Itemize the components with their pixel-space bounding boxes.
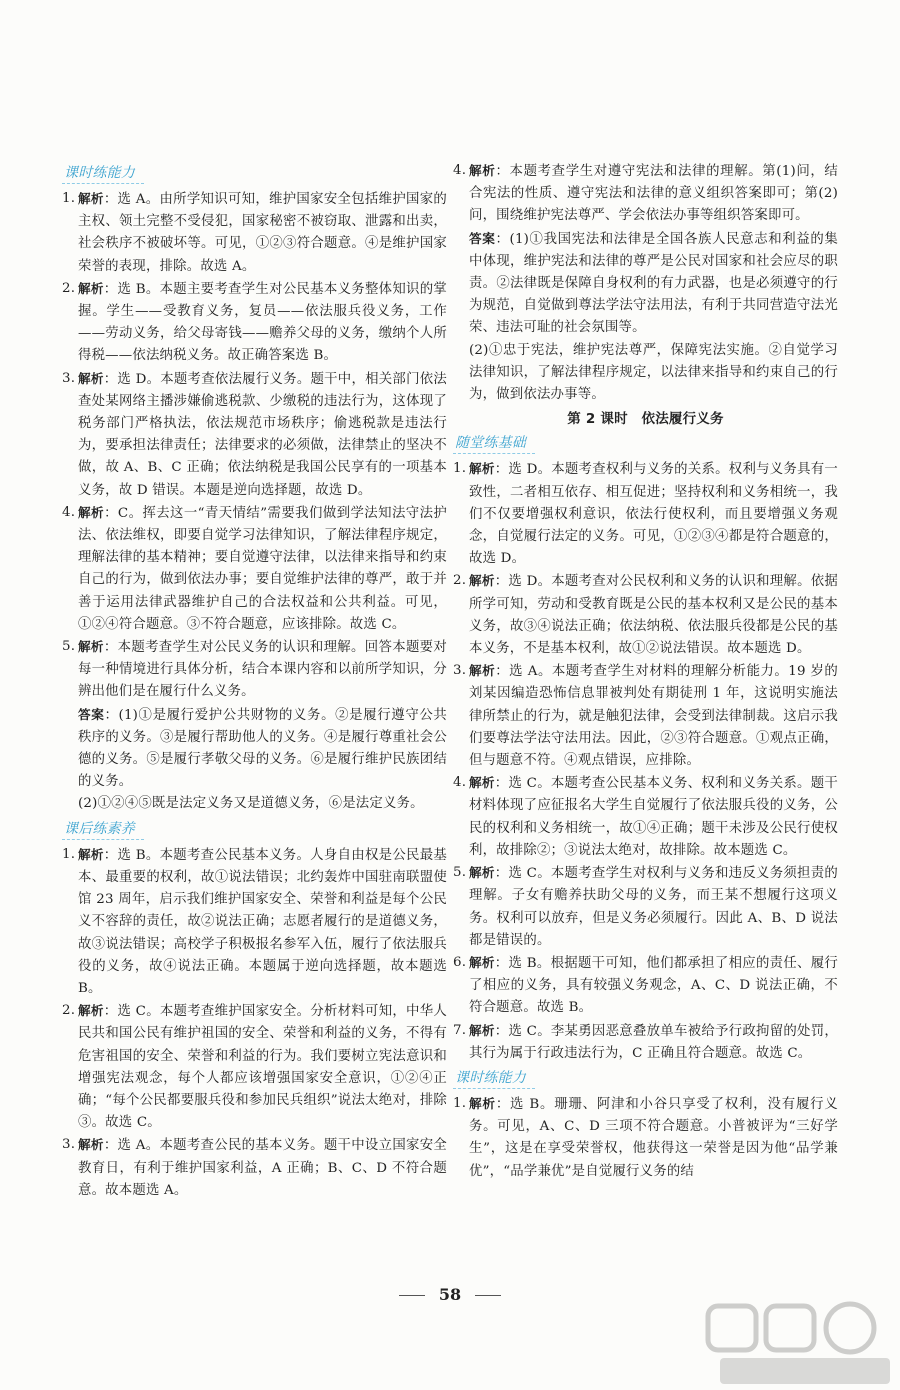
answer-item <box>453 862 838 952</box>
item-label: 解析 <box>469 775 495 791</box>
answer-item <box>453 1093 838 1183</box>
answer-text: (2)①忠于宪法，维护宪法尊严，保障宪法实施。②自觉学习法律知识，了解法律程序规定，以法律来指导和约束自己的行为，做到依法办事等。 <box>469 342 838 403</box>
item-label: 解析 <box>469 461 495 477</box>
answer-list <box>62 844 447 1202</box>
divider <box>399 1295 425 1296</box>
answer-body: ：(1)①我国宪法和法律是全国各族人民意志和利益的集中体现，维护宪法和法律的尊严是公民对国家和社会应尽的职责。②法律既是保障自身权利的有力武器，也是必须遵守的行为规范，自觉做到尊法学法守法用法，有利于共同营造守法光荣、违法可耻的社会氛围等。 <box>469 231 839 336</box>
section-heading: 课后练素养 <box>62 819 144 840</box>
answer-text: (2)①②④⑤既是法定义务又是道德义务，⑥是法定义务。 <box>78 796 424 812</box>
answer-item <box>453 160 838 228</box>
item-label: 解析 <box>469 663 496 679</box>
answer-item <box>453 952 838 1020</box>
item-number: 5. <box>453 865 467 881</box>
item-text: ：C。挥去这一“青天情结”需要我们做到学法知法守法护法、依法维权，即要自觉学习法律知识，了解法律程序规定，理解法律的基本精神；要自觉遵守法律，以法律来指导和约束自己的行为，做到依法办事；要自觉维护法律的尊严，敢于并善于运用法律武器维护自己的合法权益和公共利益。可见，①②④符合题意。③不符合题意，应该排除。故选 C。 <box>78 505 447 632</box>
item-text: ：选 C。李某勇因恶意叠放单车被给予行政拘留的处罚，其行为属于行政违法行为，C 正确且符合题意。故选 C。 <box>469 1023 838 1061</box>
item-text: ：选 D。本题考查权利与义务的关系。权利与义务具有一致性，二者相互依存、相互促进；坚持权利和义务相统一，我们不仅要增强权利意识，依法行使权利，而且要增强义务观念，自觉履行法定的义务。可见，①②③④都是符合题意的，故选 D。 <box>469 462 838 567</box>
answer-list <box>453 160 838 228</box>
item-text: ：选 B。本题考查公民基本义务。人身自由权是公民最基本、最重要的权利，故①说法错误；北约轰炸中国驻南联盟使馆 23 周年，启示我们维护国家安全、荣誉和利益是每个公民义不容辞的责任，故②说法正确；志愿者履行的是道德义务，故③说法错误；高校学子积极报名参军入伍，履行了依法服兵役的义务，故④说法正确。本题属于逆向选择题，故本题选 B。 <box>78 847 447 996</box>
answer-item <box>62 278 447 368</box>
item-label: 解析 <box>469 1022 495 1038</box>
item-text: ：选 C。本题考查学生对权利与义务和违反义务须担责的理解。子女有赡养扶助父母的义务，而王某不想履行这项义务。权利可以放弃，但是义务必须履行。因此 A、B、D 说法都是错误的。 <box>469 866 838 948</box>
answer-list <box>453 1093 838 1183</box>
answer-item <box>62 636 447 704</box>
section-heading: 课时练能力 <box>453 1068 535 1089</box>
item-label: 解析 <box>78 280 104 296</box>
item-label: 解析 <box>78 191 104 206</box>
item-text: ：选 B。珊珊、阿津和小谷只享受了权利，没有履行义务。可见，A、C、D 三项不符合题意。小普被评为“三好学生”，这是在享受荣誉权，他获得这一荣誉是因为他“品学兼优”，“品学兼优”是自觉履行义务的结 <box>469 1096 838 1179</box>
item-number: 1. <box>62 846 76 862</box>
divider <box>475 1295 501 1296</box>
item-label: 解析 <box>469 865 495 881</box>
item-number: 4. <box>62 504 76 520</box>
item-text: ：选 D。本题考查对公民权利和义务的认识和理解。依据所学可知，劳动和受教育既是公民的基本权利又是公民的基本义务，故③④说法正确；依法纳税、依法服兵役都是公民的基本义务，不是基本权利，故①②说法错误。故本题选 D。 <box>469 574 838 657</box>
section-heading: 课时练能力 <box>62 163 144 184</box>
item-number: 2. <box>62 1003 76 1019</box>
item-number: 7. <box>453 1022 467 1038</box>
answer-item <box>453 458 838 570</box>
item-text: ：选 D。本题考查依法履行义务。题干中，相关部门依法查处某网络主播涉嫌偷逃税款、少缴税的违法行为，这体现了税务部门严格执法，依法规范市场秩序；偷逃税款是违法行为，要承担法律责任；法律要求的必须做，法律禁止的坚决不做，故 A、B、C 正确；依法纳税是我国公民享有的一项基本义务，故 D 错误。本题是逆向选择题，故选 D。 <box>78 371 447 498</box>
item-number: 1. <box>453 1095 467 1111</box>
item-label: 解析 <box>78 370 104 386</box>
item-label: 解析 <box>78 504 105 520</box>
answer-list <box>453 458 838 1064</box>
item-label: 解析 <box>78 639 104 655</box>
answer-item <box>453 570 838 660</box>
answer-text <box>62 704 447 794</box>
page-number-text: 58 <box>438 1285 462 1304</box>
item-text: ：选 A。由所学知识可知，维护国家安全包括维护国家的主权、领土完整不受侵犯，国家秘密不被窃取、泄露和出卖，社会秩序不被破坏等。可见，①②③符合题意。④是维护国家荣誉的表现，排除。故选 A。 <box>78 192 448 274</box>
item-number: 4. <box>453 775 467 791</box>
item-number: 1. <box>453 461 467 477</box>
answer-item <box>453 772 838 862</box>
item-label: 解析 <box>78 1003 104 1019</box>
right-column <box>453 160 838 1183</box>
item-number: 1. <box>62 191 76 206</box>
item-text: ：本题考查学生对遵守宪法和法律的理解。第(1)问，结合宪法的性质、遵守宪法和法律的意义组织答案即可；第(2)问，围绕维护宪法尊严、学会依法办事等组织答案即可。 <box>469 164 839 224</box>
item-label: 解析 <box>469 163 496 178</box>
item-label: 解析 <box>78 1137 104 1153</box>
item-text: ：选 A。本题考查公民的基本义务。题干中设立国家安全教育日，有利于维护国家利益，A 正确；B、C、D 不符合题意。故本题选 A。 <box>78 1138 448 1198</box>
left-column <box>62 160 447 1202</box>
section-heading: 随堂练基础 <box>453 433 535 454</box>
answer-label: 答案 <box>78 706 105 722</box>
item-text: ：选 C。本题考查公民基本义务、权利和义务关系。题干材料体现了应征报名大学生自觉履行了依法服兵役的义务，公民的权利和义务相统一，故①④正确；题干未涉及公民行使权利，故排除②；③说法太绝对，故排除。故本题选 C。 <box>469 776 838 858</box>
item-label: 解析 <box>78 846 104 862</box>
answer-body: ：(1)①是履行爱护公共财物的义务。②是履行遵守公共秩序的义务。③是履行帮助他人的义务。④是履行尊重社会公德的义务。⑤是履行孝敬父母的义务。⑥是履行维护民族团结的义务。 <box>78 707 448 790</box>
item-number: 6. <box>453 954 467 970</box>
answer-item <box>62 502 447 636</box>
answer-item <box>62 1000 447 1134</box>
item-text: ：本题考查学生对公民义务的认识和理解。回答本题要对每一种情境进行具体分析，结合本课内容和以前所学知识，分辨出他们是在履行什么义务。 <box>78 640 447 700</box>
answer-label: 答案 <box>469 230 496 246</box>
item-number: 2. <box>453 573 467 589</box>
item-number: 2. <box>62 280 76 296</box>
answer-list <box>62 188 447 704</box>
answer-text <box>453 228 838 340</box>
item-number: 3. <box>453 663 467 679</box>
lesson-title: 第 2 课时 依法履行义务 <box>567 411 724 428</box>
item-number: 3. <box>62 370 76 386</box>
watermark-logo <box>700 1300 900 1390</box>
item-number: 3. <box>62 1137 76 1153</box>
item-label: 解析 <box>469 954 495 970</box>
item-number: 5. <box>62 639 76 655</box>
answer-item <box>453 1020 838 1065</box>
item-label: 解析 <box>469 573 495 589</box>
answer-item <box>453 660 838 772</box>
item-text: ：选 A。本题考查学生对材料的理解分析能力。19 岁的刘某因编造恐怖信息罪被判处有期徒刑 1 年，这说明实施法律所禁止的行为，就是触犯法律，会受到法律制裁。这启示我们要尊法学法守法用法。因此，②③符合题意。①观点正确，但与题意不符。④观点错误，应排除。 <box>469 664 838 769</box>
answer-item <box>62 368 447 502</box>
item-label: 解析 <box>469 1095 496 1111</box>
item-text: ：选 B。本题主要考查学生对公民基本义务整体知识的掌握。学生——受教育义务，复员——依法服兵役义务，工作——劳动义务，给父母寄钱——赡养父母的义务，缴纳个人所得税——依法纳税义务。故正确答案选 B。 <box>78 281 447 364</box>
answer-item <box>62 1134 447 1202</box>
answer-item <box>62 188 447 278</box>
answer-item <box>62 844 447 1000</box>
item-number: 4. <box>453 163 467 178</box>
item-text: ：选 B。根据题干可知，他们都承担了相应的责任、履行了相应的义务，具有较强义务观念，A、C、D 说法正确，不符合题意。故选 B。 <box>469 955 838 1016</box>
item-text: ：选 C。本题考查维护国家安全。分析材料可知，中华人民共和国公民有维护祖国的安全、荣誉和利益的义务，不得有危害祖国的安全、荣誉和利益的行为。我们要树立宪法意识和增强宪法观念，每个人都应该增强国家安全意识，①②④正确；“每个公民都要服兵役和参加民兵组织”说法太绝对，排除③。故选 C。 <box>78 1004 447 1131</box>
